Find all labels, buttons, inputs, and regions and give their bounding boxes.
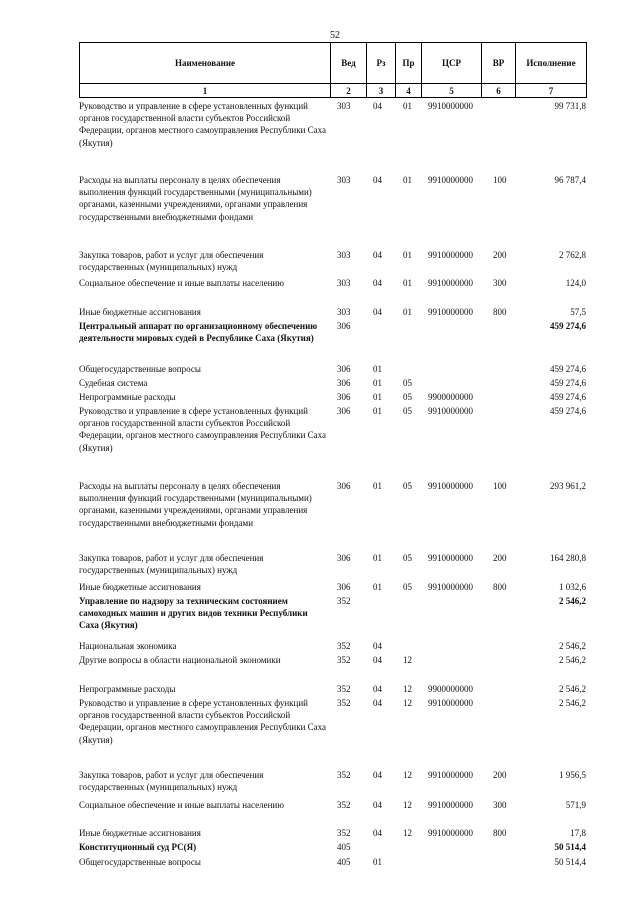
row-amount: 50 514,4 — [554, 857, 586, 867]
row-name: Иные бюджетные ассигнования — [79, 582, 201, 592]
row-ved: 306 — [337, 392, 351, 402]
row-amount: 1 956,5 — [559, 770, 586, 780]
row-pr: 12 — [403, 684, 412, 694]
row-amount: 124,0 — [565, 278, 586, 288]
row-ved: 303 — [337, 250, 351, 260]
row-ved: 405 — [337, 842, 351, 852]
row-csr: 9910000000 — [428, 481, 473, 491]
row-ved: 352 — [337, 655, 351, 665]
row-pr: 01 — [403, 175, 412, 185]
row-ved: 352 — [337, 770, 351, 780]
row-name: Непрограммные расходы — [79, 392, 176, 402]
header-num-2: 2 — [331, 84, 367, 98]
header-num-7: 7 — [516, 84, 587, 98]
row-ved: 303 — [337, 278, 351, 288]
row-name: Закупка товаров, работ и услуг для обеспечения государственных (муниципальных) нужд — [79, 770, 264, 793]
row-ved: 352 — [337, 641, 351, 651]
row-ved: 352 — [337, 828, 351, 838]
row-pr: 12 — [403, 655, 412, 665]
row-pr: 05 — [403, 553, 412, 563]
row-pr: 12 — [403, 828, 412, 838]
row-ved: 306 — [337, 364, 351, 374]
row-name: Социальное обеспечение и иные выплаты населению — [79, 800, 284, 810]
row-rz: 04 — [373, 101, 382, 111]
header-isp: Исполнение — [516, 43, 587, 84]
row-amount: 1 032,6 — [559, 582, 586, 592]
row-csr: 9910000000 — [428, 582, 473, 592]
row-ved: 306 — [337, 321, 351, 331]
row-name: Руководство и управление в сфере установленных функций органов государственной власти субъектов Российской Федерации, органов местного самоуправления Республики Саха (Якутия) — [79, 698, 327, 745]
row-rz: 01 — [373, 553, 382, 563]
row-amount: 57,5 — [570, 307, 586, 317]
row-csr: 9910000000 — [428, 770, 473, 780]
row-amount: 96 787,4 — [554, 175, 586, 185]
row-name: Социальное обеспечение и иные выплаты населению — [79, 278, 284, 288]
row-name: Национальная экономика — [79, 641, 177, 651]
row-name: Другие вопросы в области национальной экономики — [79, 655, 281, 665]
row-pr: 01 — [403, 278, 412, 288]
row-pr: 05 — [403, 582, 412, 592]
row-rz: 01 — [373, 364, 382, 374]
row-ved: 306 — [337, 553, 351, 563]
row-name: Руководство и управление в сфере установленных функций органов государственной власти субъектов Российской Федерации, органов местного самоуправления Республики Саха (Якутия) — [79, 406, 327, 453]
header-pr: Пр — [396, 43, 422, 84]
row-name: Судебная система — [79, 378, 148, 388]
header-num-4: 4 — [396, 84, 422, 98]
row-rz: 01 — [373, 481, 382, 491]
row-amount: 2 546,2 — [559, 596, 586, 606]
row-vr: 200 — [493, 250, 507, 260]
row-name: Иные бюджетные ассигнования — [79, 307, 201, 317]
row-ved: 303 — [337, 307, 351, 317]
row-amount: 164 280,8 — [550, 553, 586, 563]
header-num-5: 5 — [422, 84, 482, 98]
row-amount: 459 274,6 — [550, 392, 586, 402]
header-num-6: 6 — [482, 84, 516, 98]
row-csr: 9900000000 — [428, 684, 473, 694]
row-vr: 800 — [493, 582, 507, 592]
row-rz: 04 — [373, 698, 382, 708]
row-name: Закупка товаров, работ и услуг для обеспечения государственных (муниципальных) нужд — [79, 250, 264, 273]
header-ved: Вед — [331, 43, 367, 84]
row-ved: 306 — [337, 378, 351, 388]
row-name: Иные бюджетные ассигнования — [79, 828, 201, 838]
row-ved: 306 — [337, 481, 351, 491]
row-vr: 800 — [493, 828, 507, 838]
row-csr: 9910000000 — [428, 307, 473, 317]
row-amount: 293 961,2 — [550, 481, 586, 491]
header-num-1: 1 — [80, 84, 331, 98]
row-pr: 05 — [403, 378, 412, 388]
row-rz: 01 — [373, 857, 382, 867]
row-rz: 04 — [373, 307, 382, 317]
row-pr: 01 — [403, 101, 412, 111]
row-ved: 352 — [337, 596, 351, 606]
row-pr: 05 — [403, 392, 412, 402]
row-ved: 352 — [337, 684, 351, 694]
row-ved: 306 — [337, 406, 351, 416]
row-rz: 01 — [373, 406, 382, 416]
header-numbers-row — [80, 84, 587, 98]
header-vr: ВР — [482, 43, 516, 84]
row-name: Общегосударственные вопросы — [79, 857, 201, 867]
row-ved: 303 — [337, 101, 351, 111]
row-ved: 306 — [337, 582, 351, 592]
row-vr: 100 — [493, 175, 507, 185]
row-rz: 04 — [373, 770, 382, 780]
row-name: Общегосударственные вопросы — [79, 364, 201, 374]
row-ved: 303 — [337, 175, 351, 185]
header-num-3: 3 — [367, 84, 396, 98]
row-amount: 2 546,2 — [559, 684, 586, 694]
row-vr: 300 — [493, 800, 507, 810]
row-rz: 04 — [373, 278, 382, 288]
row-amount: 459 274,6 — [550, 364, 586, 374]
row-amount: 2 546,2 — [559, 655, 586, 665]
row-rz: 01 — [373, 392, 382, 402]
row-amount: 459 274,6 — [550, 378, 586, 388]
row-rz: 04 — [373, 641, 382, 651]
row-vr: 200 — [493, 770, 507, 780]
header-name: Наименование — [80, 43, 331, 84]
row-pr: 01 — [403, 307, 412, 317]
row-ved: 352 — [337, 800, 351, 810]
row-amount: 50 514,4 — [554, 842, 586, 852]
row-pr: 05 — [403, 406, 412, 416]
row-csr: 9910000000 — [428, 278, 473, 288]
row-name: Руководство и управление в сфере установленных функций органов государственной власти субъектов Российской Федерации, органов местного самоуправления Республики Саха (Якутия) — [79, 101, 327, 148]
row-name: Расходы на выплаты персоналу в целях обеспечения выполнения функций государственными (муниципальными) органами, казенными учреждениями, органами управления государственными внебюджетными фондами — [79, 175, 312, 222]
row-pr: 12 — [403, 770, 412, 780]
row-csr: 9910000000 — [428, 250, 473, 260]
row-csr: 9910000000 — [428, 553, 473, 563]
row-pr: 01 — [403, 250, 412, 260]
row-amount: 571,9 — [565, 800, 586, 810]
row-amount: 2 546,2 — [559, 698, 586, 708]
row-rz: 04 — [373, 684, 382, 694]
row-rz: 04 — [373, 655, 382, 665]
row-rz: 04 — [373, 175, 382, 185]
page-number: 52 — [330, 30, 340, 41]
row-name: Расходы на выплаты персоналу в целях обеспечения выполнения функций государственными (муниципальными) органами, казенными учреждениями, органами управления государственными внебюджетными фондами — [79, 481, 312, 528]
row-amount: 2 762,8 — [559, 250, 586, 260]
row-name: Центральный аппарат по организационному обеспечению деятельности мировых судей в Республике Саха (Якутия) — [79, 321, 318, 344]
row-rz: 04 — [373, 250, 382, 260]
header-csr: ЦСР — [422, 43, 482, 84]
header-row — [80, 43, 587, 84]
row-vr: 100 — [493, 481, 507, 491]
row-pr: 12 — [403, 698, 412, 708]
row-amount: 459 274,6 — [550, 321, 586, 331]
row-ved: 405 — [337, 857, 351, 867]
row-amount: 459 274,6 — [550, 406, 586, 416]
row-amount: 2 546,2 — [559, 641, 586, 651]
row-rz: 04 — [373, 800, 382, 810]
row-rz: 04 — [373, 828, 382, 838]
row-vr: 200 — [493, 553, 507, 563]
row-name: Управление по надзору за техническим состоянием самоходных машин и других видов техники Республики Саха (Якутия) — [79, 596, 308, 631]
row-vr: 300 — [493, 278, 507, 288]
row-amount: 99 731,8 — [554, 101, 586, 111]
header-rz: Рз — [367, 43, 396, 84]
row-vr: 800 — [493, 307, 507, 317]
row-csr: 9900000000 — [428, 392, 473, 402]
row-csr: 9910000000 — [428, 406, 473, 416]
row-amount: 17,8 — [570, 828, 586, 838]
row-rz: 01 — [373, 378, 382, 388]
row-rz: 01 — [373, 582, 382, 592]
row-ved: 352 — [337, 698, 351, 708]
row-name: Закупка товаров, работ и услуг для обеспечения государственных (муниципальных) нужд — [79, 553, 264, 576]
row-csr: 9910000000 — [428, 101, 473, 111]
row-csr: 9910000000 — [428, 175, 473, 185]
row-csr: 9910000000 — [428, 828, 473, 838]
row-name: Конституционный суд РС(Я) — [79, 842, 197, 852]
row-csr: 9910000000 — [428, 800, 473, 810]
row-pr: 12 — [403, 800, 412, 810]
row-pr: 05 — [403, 481, 412, 491]
row-name: Непрограммные расходы — [79, 684, 176, 694]
row-csr: 9910000000 — [428, 698, 473, 708]
table-header — [79, 42, 586, 98]
